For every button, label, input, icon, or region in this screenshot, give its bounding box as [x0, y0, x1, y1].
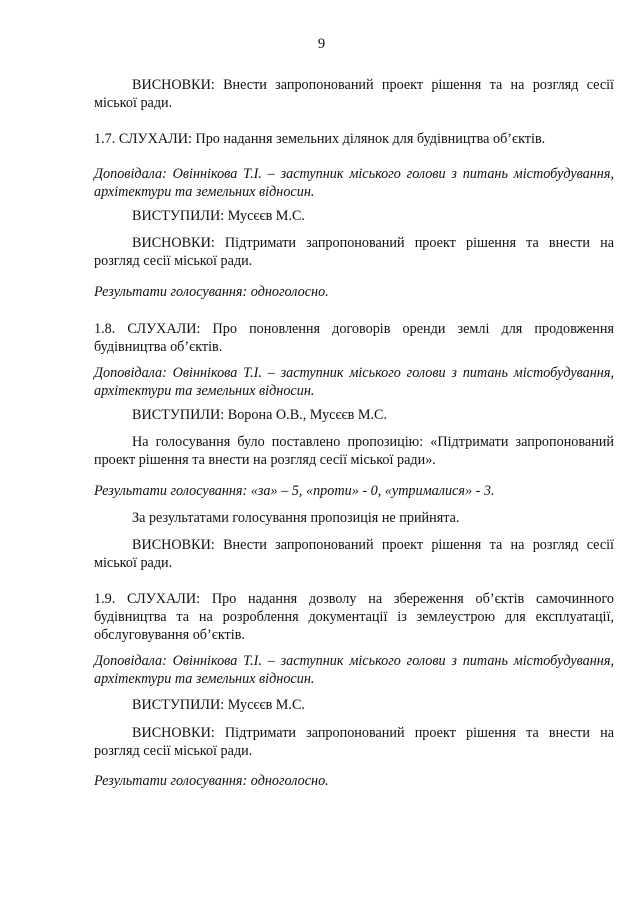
heard-label: 1.7. СЛУХАЛИ: — [94, 131, 192, 147]
conclusions-text: Внести запропонований проект рішення та на розгляд сесії міської ради. — [94, 537, 614, 571]
page-number: 9 — [317, 36, 326, 52]
speakers-label: ВИСТУПИЛИ: — [132, 697, 225, 713]
speakers-label: ВИСТУПИЛИ: — [132, 208, 225, 224]
conclusions-text: Підтримати запропонований проект рішення та внести на розгляд сесії міської ради. — [94, 725, 614, 759]
conclusions-paragraph — [94, 76, 614, 112]
speakers-text: Мусєєв М.С. — [224, 697, 305, 713]
voting-result: Результати голосування: «за» – 5, «проти» - 0, «утрималися» - 3. — [94, 483, 495, 499]
reporter-paragraph: Доповідала: Овіннікова Т.І. – заступник міського голови з питань містобудування, архітектури та земельних відносин. — [94, 365, 614, 399]
voting-result: Результати голосування: одноголосно. — [94, 773, 329, 789]
speakers-paragraph — [94, 696, 614, 714]
conclusions-text: Внести запропонований проект рішення та на розгляд сесії міської ради. — [94, 77, 614, 111]
conclusions-label: ВИСНОВКИ: — [132, 77, 215, 93]
conclusions-label: ВИСНОВКИ: — [132, 235, 215, 251]
heard-text: Про поновлення договорів оренди землі для продовження будівництва об’єктів. — [94, 321, 614, 355]
speakers-label: ВИСТУПИЛИ: — [132, 407, 225, 423]
conclusions-label: ВИСНОВКИ: — [132, 537, 215, 553]
conclusions-text: Підтримати запропонований проект рішення та внести на розгляд сесії міської ради. — [94, 235, 614, 269]
conclusions-paragraph — [94, 536, 614, 572]
voting-result: Результати голосування: одноголосно. — [94, 284, 329, 300]
speakers-paragraph — [94, 406, 614, 424]
speakers-text: Мусєєв М.С. — [224, 208, 305, 224]
voting-outcome: За результатами голосування пропозиція не прийнята. — [132, 510, 460, 526]
conclusions-paragraph — [94, 724, 614, 760]
speakers-text: Ворона О.В., Мусєєв М.С. — [224, 407, 388, 423]
conclusions-label: ВИСНОВКИ: — [132, 725, 215, 741]
proposal-paragraph: На голосування було поставлено пропозицію: «Підтримати запропонований проект рішення та внести на розгляд сесії міської ради». — [94, 434, 614, 468]
agenda-item-1-8 — [94, 320, 614, 356]
speakers-paragraph — [94, 207, 614, 225]
heard-text: Про надання дозволу на збереження об’єктів самочинного будівництва та на розроблення документації із землеустрою для експлуатації, обслуговування об’єктів. — [94, 591, 614, 643]
heard-text: Про надання земельних ділянок для будівництва об’єктів. — [191, 131, 546, 147]
reporter-paragraph: Доповідала: Овіннікова Т.І. – заступник міського голови з питань містобудування, архітектури та земельних відносин. — [94, 166, 614, 200]
agenda-item-1-9 — [94, 590, 614, 644]
heard-label: 1.8. СЛУХАЛИ: — [94, 321, 201, 337]
agenda-item-1-7 — [94, 130, 614, 148]
heard-label: 1.9. СЛУХАЛИ: — [94, 591, 201, 607]
conclusions-paragraph — [94, 234, 614, 270]
reporter-paragraph: Доповідала: Овіннікова Т.І. – заступник міського голови з питань містобудування, архітектури та земельних відносин. — [94, 653, 614, 687]
